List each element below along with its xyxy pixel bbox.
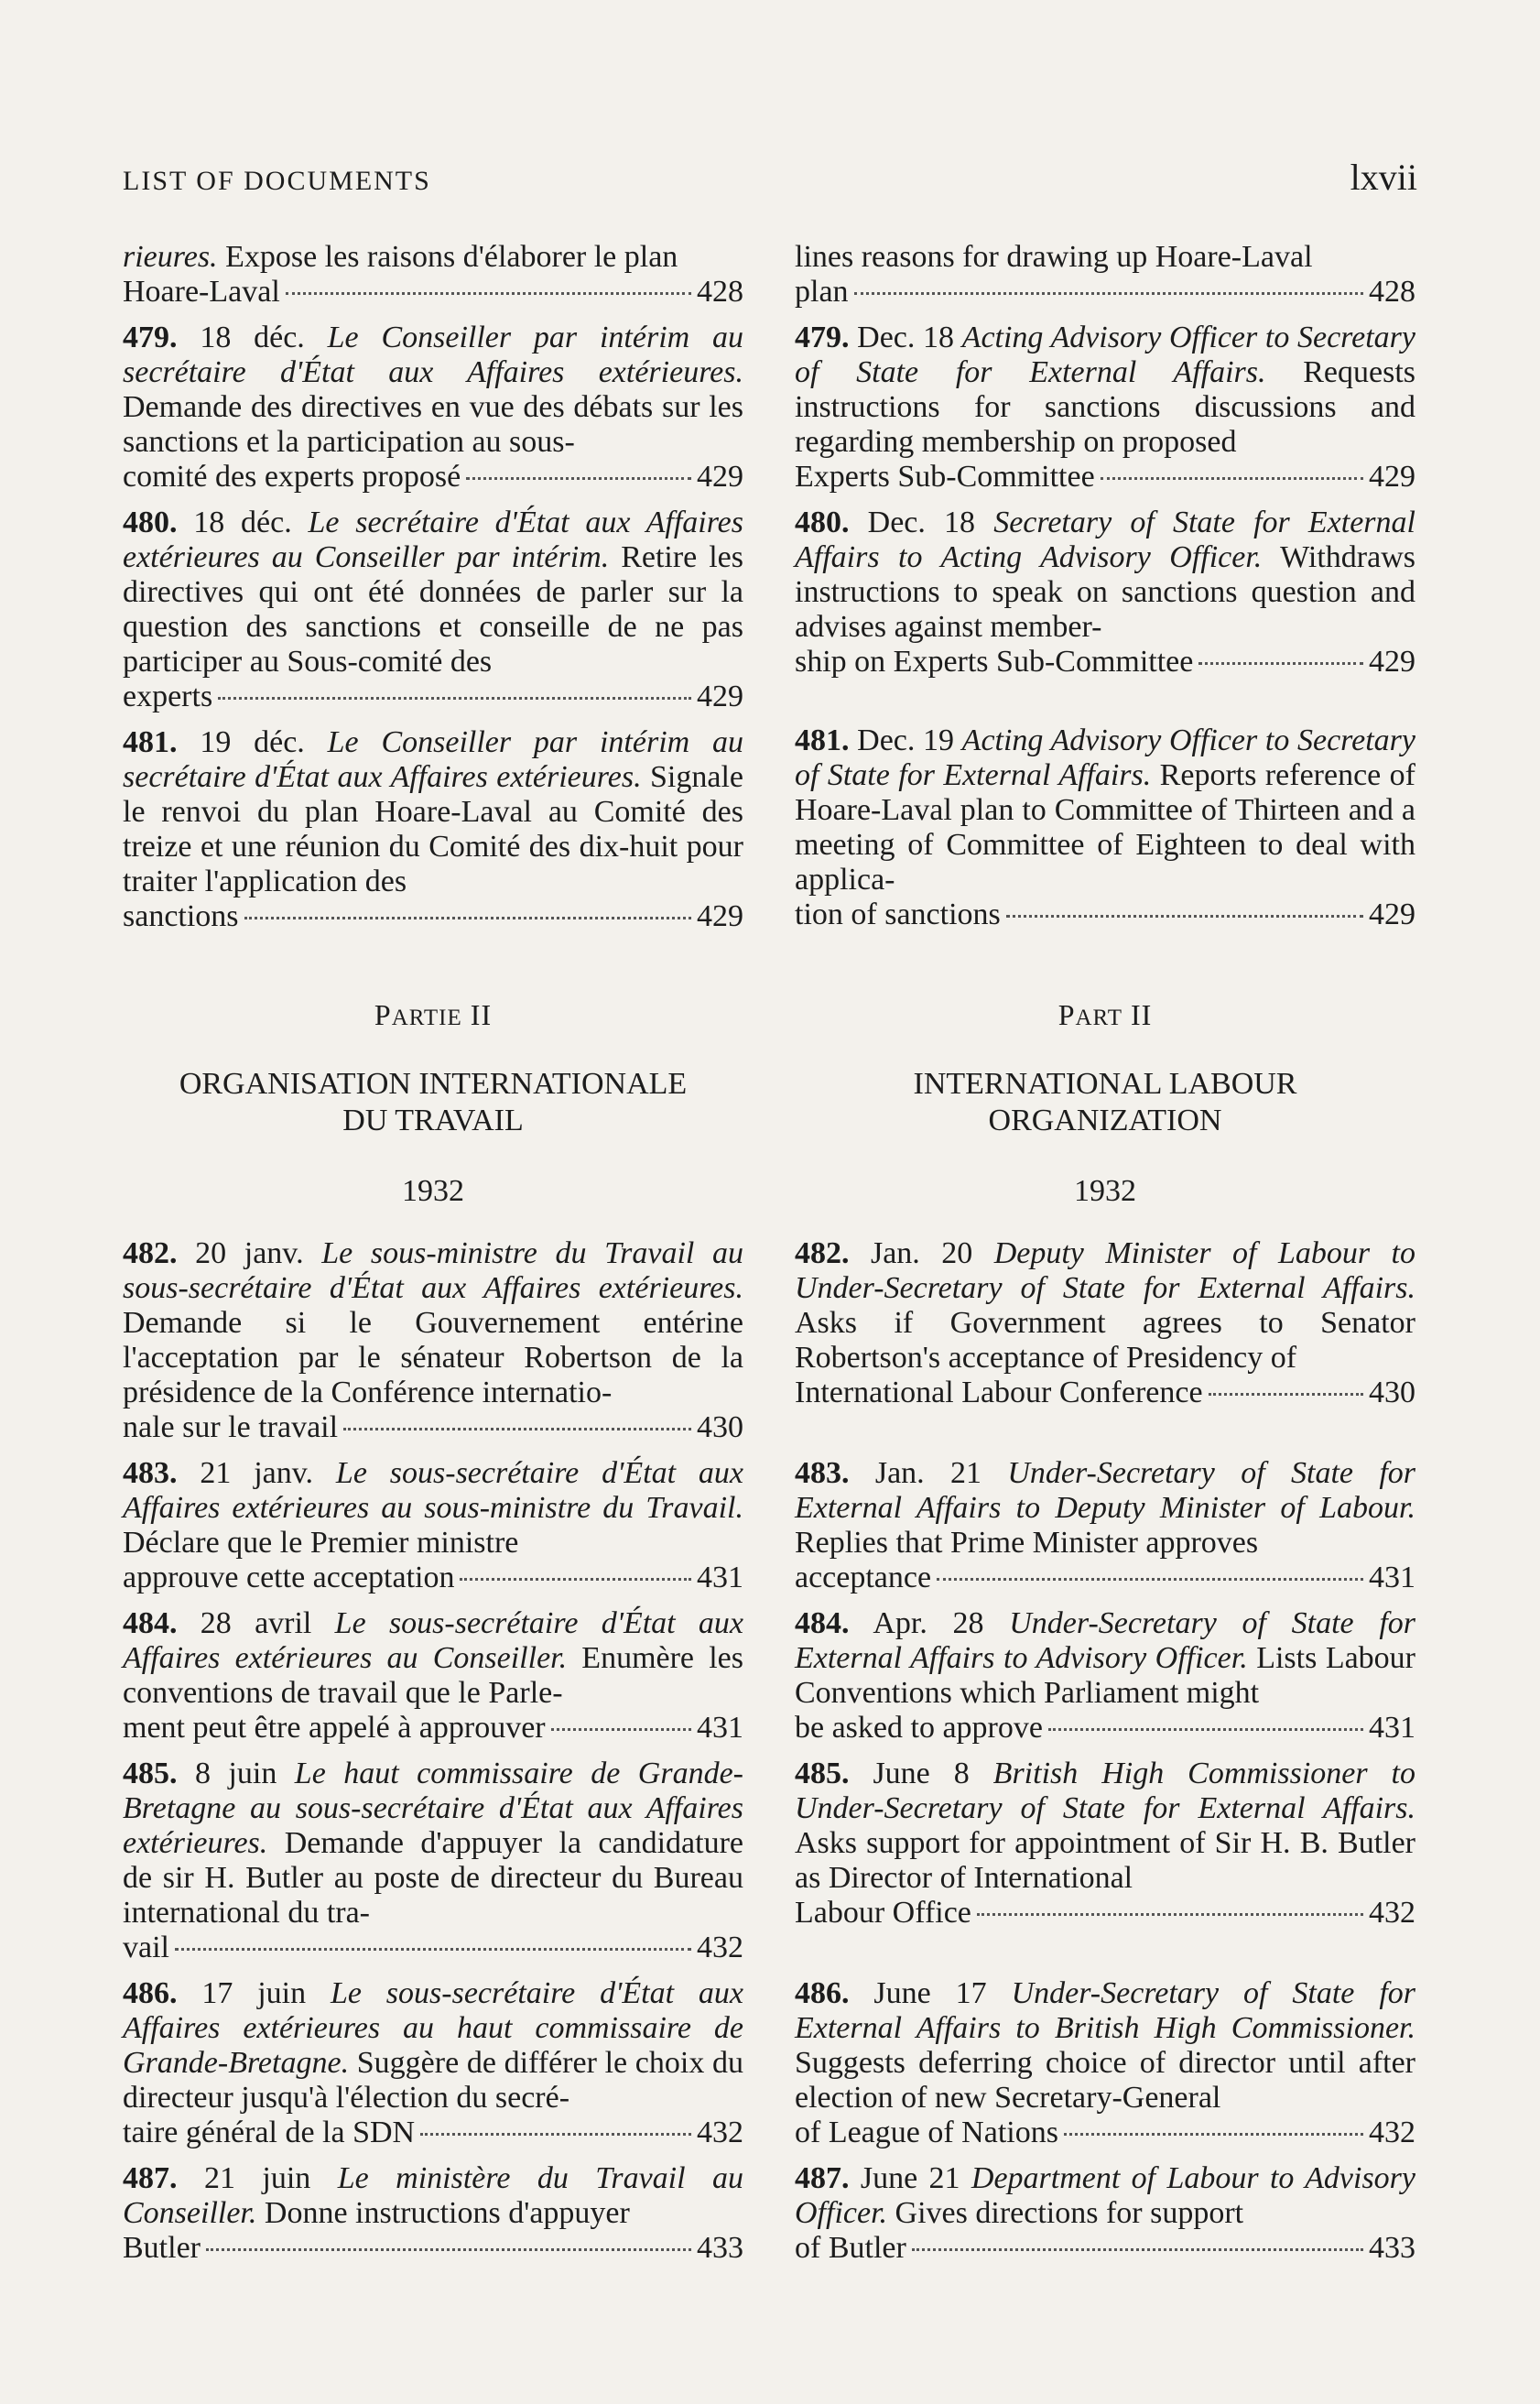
entry-fr-487: 487. 21 juin Le ministère du Travail au Conseiller. Donne instructions d'appuyer Butler 433 (123, 2161, 743, 2265)
entry-en-485: 485. June 8 British High Commissioner to Under-Secretary of State for External Affairs. Asks support for appointment of Sir H. B. Butler as Director of International Labour Office 432 (795, 1757, 1415, 1930)
section-title-fr: ORGANISATION INTERNATIONALE DU TRAVAIL (179, 1067, 688, 1137)
entry-fr-483: 483. 21 janv. Le sous-secrétaire d'État aux Affaires extérieures au sous-ministre du Travail. Déclare que le Premier ministre approuve cette acceptation 431 (123, 1456, 743, 1594)
entry-fr-479: 479. 18 déc. Le Conseiller par intérim au secrétaire d'État aux Affaires extérieures. Demande des directives en vue des débats sur les sanctions et la participation au sous- comité des experts proposé 429 (123, 321, 744, 494)
entry-en-479: 479. Dec. 18 Acting Advisory Officer to Secretary of State for External Affairs. Requests instructions for sanctions discussions and regarding membership on proposed Experts Sub-Committee 429 (795, 321, 1415, 494)
entry-en-484: 484. Apr. 28 Under-Secretary of State for External Affairs to Advisory Officer. Lists Labour Conventions which Parliament might be asked to approve 431 (795, 1606, 1416, 1745)
entry-en-intro: lines reasons for drawing up Hoare-Laval plan 428 (795, 240, 1415, 309)
french-column-top (123, 240, 743, 934)
entry-fr-486: 486. 17 juin Le sous-secrétaire d'État aux Affaires extérieures au haut commissaire de Grande-Bretagne. Suggère de différer le choix du directeur jusqu'à l'élection du secré- taire général de la SDN 432 (123, 1976, 743, 2149)
entry-en-482: 482. Jan. 20 Deputy Minister of Labour to Under-Secretary of State for External Affairs. Asks if Government agrees to Senator Robertson's acceptance of Presidency of International Labour Conference 430 (795, 1236, 1415, 1409)
entry-en-483: 483. Jan. 21 Under-Secretary of State for External Affairs to Deputy Minister of Labour. Replies that Prime Minister approves acceptance 431 (795, 1456, 1415, 1594)
running-head (123, 156, 1417, 199)
entry-en-480: 480. Dec. 18 Secretary of State for External Affairs to Acting Advisory Officer. Withdraws instructions to speak on sanctions question and advises against member- ship on Experts Sub-Committee 429 (795, 506, 1415, 679)
entry-fr-481: 481. 19 déc. Le Conseiller par intérim au secrétaire d'État aux Affaires extérieures. Signale le renvoi du plan Hoare-Laval au Comité des treize et une réunion du Comité des dix-huit pour traiter l'application des sanctions 429 (123, 725, 744, 933)
entry-fr-480: 480. 18 déc. Le secrétaire d'État aux Affaires extérieures au Conseiller par intérim. Retire les directives qui ont été données de parler sur la question des sanctions et conseille de ne pas participer au Sous-comité des experts 429 (123, 506, 744, 713)
entry-fr-482: 482. 20 janv. Le sous-ministre du Travail au sous-secrétaire d'État aux Affaires extérieures. Demande si le Gouvernement entérine l'acceptation par le sénateur Robertson de la présidence de la Conférence internatio- nale sur le travail 430 (123, 1236, 743, 1444)
running-head-title: LIST OF DOCUMENTS (123, 166, 431, 196)
entry-fr-485: 485. 8 juin Le haut commissaire de Grande-Bretagne au sous-secrétaire d'État aux Affaires extérieures. Demande d'appuyer la candidature de sir H. Butler au poste de directeur du Bureau international du tra- vail 432 (123, 1757, 743, 1964)
entry-fr-intro: rieures. Expose les raisons d'élaborer le plan Hoare-Laval 428 (123, 240, 743, 309)
section-title-en: INTERNATIONAL LABOUR ORGANIZATION (913, 1067, 1297, 1137)
part-heading-en: PART II (1057, 998, 1153, 1031)
entry-en-486: 486. June 17 Under-Secretary of State for External Affairs to British High Commissioner. Suggests deferring choice of director until after election of new Secretary-General of League of Nations 432 (795, 1976, 1415, 2149)
french-column-bottom (123, 1236, 743, 2266)
page-number: lxvii (1350, 157, 1417, 198)
entry-en-487: 487. June 21 Department of Labour to Advisory Officer. Gives directions for support of Butler 433 (795, 2161, 1415, 2265)
part-heading-fr: PARTIE II (374, 998, 493, 1031)
english-column-top (795, 240, 1415, 932)
year-heading-fr: 1932 (402, 1174, 464, 1208)
year-heading-en: 1932 (1074, 1174, 1136, 1208)
english-column-bottom (795, 1236, 1415, 2266)
entry-fr-484: 484. 28 avril Le sous-secrétaire d'État aux Affaires extérieures au Conseiller. Enumère les conventions de travail que le Parle- ment peut être appelé à approuver 431 (123, 1606, 743, 1745)
entry-en-481: 481. Dec. 19 Acting Advisory Officer to Secretary of State for External Affairs. Reports reference of Hoare-Laval plan to Committee of Thirteen and a meeting of Committee of Eighteen to deal with applica- tion of sanctions 429 (795, 723, 1415, 931)
